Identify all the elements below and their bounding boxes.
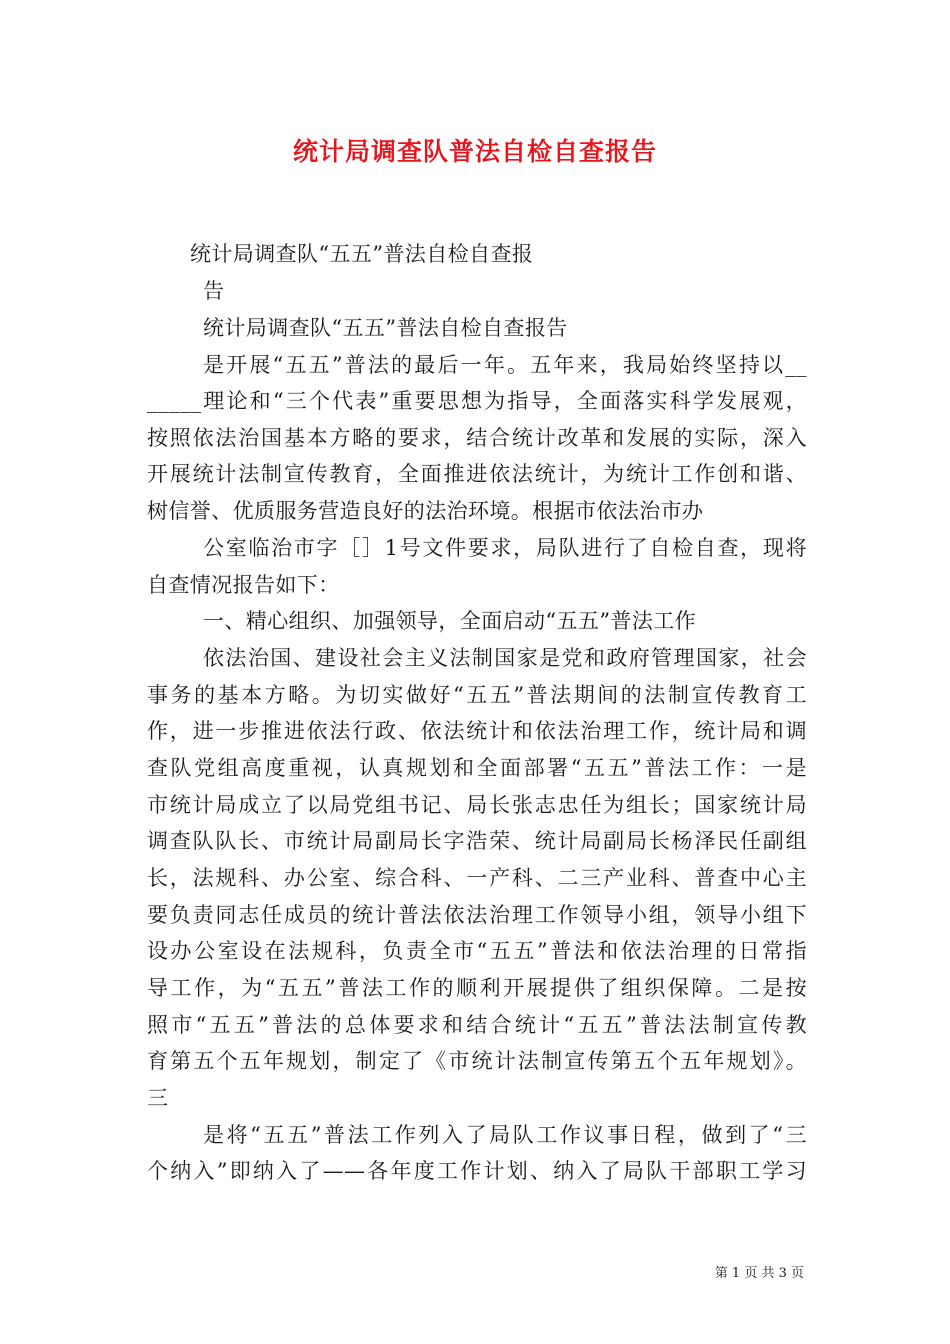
paragraph-line: 自查情况报告如下： bbox=[147, 573, 340, 597]
paragraph-line: 查队党组高度重视，认真规划和全面部署“五五”普法工作：一是 bbox=[147, 756, 807, 780]
paragraph-line: 照市“五五”普法的总体要求和结合统计“五五”普法法制宣传教 bbox=[147, 1013, 807, 1037]
paragraph-line: 是将“五五”普法工作列入了局队工作议事日程，做到了“三 bbox=[203, 1123, 807, 1147]
paragraph-line: 导工作，为“五五”普法工作的顺利开展提供了组织保障。二是按 bbox=[147, 976, 807, 1000]
paragraph-line: 开展统计法制宣传教育，全面推进依法统计，为统计工作创和谐、 bbox=[147, 462, 807, 486]
subtitle-line: 统计局调查队“五五”普法自检自查报告 bbox=[203, 316, 568, 340]
paragraph-line: _____理论和“三个代表”重要思想为指导，全面落实科学发展观， bbox=[147, 389, 807, 413]
paragraph-line: 是开展“五五”普法的最后一年。五年来，我局始终坚持以__ bbox=[203, 353, 807, 377]
paragraph-line: 公室临治市字［］1号文件要求，局队进行了自检自查，现将 bbox=[203, 536, 807, 560]
paragraph-line: 三 bbox=[147, 1086, 169, 1110]
section-heading: 一、精心组织、加强领导，全面启动“五五”普法工作 bbox=[203, 609, 697, 633]
heading-line-1: 统计局调查队“五五”普法自检自查报 bbox=[190, 242, 534, 266]
paragraph-line: 事务的基本方略。为切实做好“五五”普法期间的法制宣传教育工 bbox=[147, 683, 807, 707]
paragraph-line: 作，进一步推进依法行政、依法统计和依法治理工作，统计局和调 bbox=[147, 719, 807, 743]
paragraph-line: 树信誉、优质服务营造良好的法治环境。根据市依法治市办 bbox=[147, 499, 704, 523]
heading-line-2: 告 bbox=[203, 279, 225, 303]
paragraph-line: 要负责同志任成员的统计普法依法治理工作领导小组，领导小组下 bbox=[147, 903, 807, 927]
paragraph-line: 设办公室设在法规科，负责全市“五五”普法和依法治理的日常指 bbox=[147, 939, 807, 963]
document-title: 统计局调查队普法自检自查报告 bbox=[292, 137, 657, 166]
paragraph-line: 按照依法治国基本方略的要求，结合统计改革和发展的实际，深入 bbox=[147, 426, 807, 450]
paragraph-line: 个纳入”即纳入了——各年度工作计划、纳入了局队干部职工学习 bbox=[147, 1159, 807, 1183]
paragraph-line: 育第五个五年规划，制定了《市统计法制宣传第五个五年规划》。 bbox=[147, 1049, 807, 1073]
paragraph-line: 市统计局成立了以局党组书记、局长张志忠任为组长；国家统计局 bbox=[147, 793, 807, 817]
paragraph-line: 依法治国、建设社会主义法制国家是党和政府管理国家，社会 bbox=[203, 646, 807, 670]
paragraph-line: 长，法规科、办公室、综合科、一产科、二三产业科、普查中心主 bbox=[147, 866, 807, 890]
page-footer: 第 1 页 共 3 页 bbox=[714, 1266, 804, 1281]
paragraph-line: 调查队队长、市统计局副局长字浩荣、统计局副局长杨泽民任副组 bbox=[147, 829, 807, 853]
